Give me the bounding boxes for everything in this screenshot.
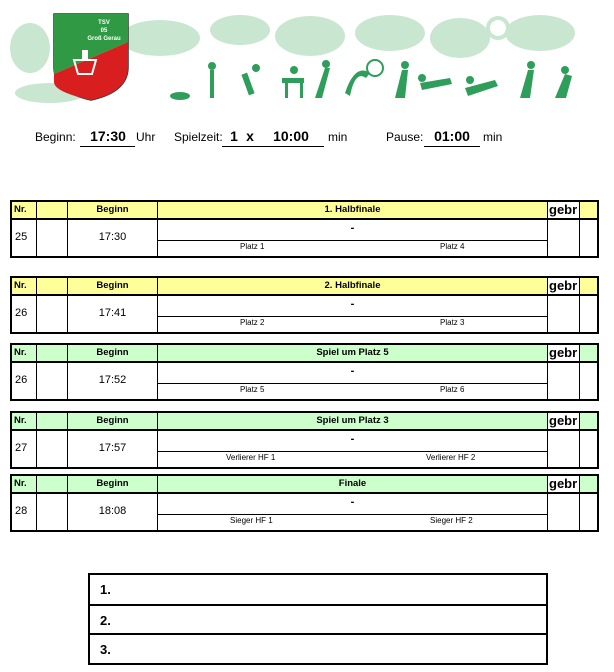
match-header [10,343,599,363]
schedule-parameters [0,130,614,150]
match-time: 18:08 [68,494,158,530]
team-left: Platz 1 [240,242,265,251]
spielzeit-count: 1 [230,128,238,144]
teams-cell [158,296,548,332]
teams-cell [158,220,548,256]
blank-cell [37,494,68,530]
gebr-cell[interactable] [548,220,580,256]
pause-unit: min [483,130,503,144]
spielzeit-times: x [246,128,254,144]
blank-header [37,278,68,294]
club-line3: Groß Gerau [87,36,121,42]
score-field[interactable]: - [350,222,355,234]
beginn-header: Beginn [68,202,158,218]
match-title: Finale [158,476,548,492]
teams-cell [158,363,548,399]
beginn-header: Beginn [68,345,158,361]
match-header [10,276,599,296]
nr-header: Nr. [12,202,37,218]
extra-cell[interactable] [580,220,597,256]
match-number: 26 [12,363,37,399]
score-field[interactable]: - [350,298,355,310]
begin-value: 17:30 [90,128,126,144]
nr-header: Nr. [12,345,37,361]
begin-unit: Uhr [136,130,156,144]
teams-divider [158,451,547,452]
extra-cell[interactable] [580,431,597,467]
match-title: 2. Halbfinale [158,278,548,294]
match-row [10,220,599,258]
match-number: 28 [12,494,37,530]
gebr-header: gebr [548,413,580,429]
blank-cell [37,363,68,399]
score-field[interactable]: - [350,433,355,445]
club-logo [52,12,130,102]
pause-label: Pause: [386,130,424,144]
blank-header [37,413,68,429]
nr-header: Nr. [12,278,37,294]
begin-label: Beginn: [35,130,76,144]
club-line1: TSV [98,20,110,26]
nr-header: Nr. [12,413,37,429]
match-number: 26 [12,296,37,332]
teams-divider [158,383,547,384]
match-header [10,411,599,431]
score-field[interactable]: - [350,365,355,377]
spielzeit-value: 10:00 [273,128,309,144]
match-row [10,431,599,469]
teams-divider [158,514,547,515]
match-time: 17:30 [68,220,158,256]
gebr-header: gebr [548,476,580,492]
match-row [10,296,599,334]
match-title: Spiel um Platz 5 [158,345,548,361]
spielzeit-underline [222,146,324,147]
teams-divider [158,316,547,317]
teams-cell [158,494,548,530]
extra-header [580,278,597,294]
blank-cell [37,431,68,467]
team-right: Sieger HF 2 [430,516,473,525]
spielzeit-label: Spielzeit: [174,130,223,144]
team-right: Platz 6 [440,385,465,394]
team-left: Platz 2 [240,318,265,327]
match-header [10,200,599,220]
match-time: 17:41 [68,296,158,332]
rank-first[interactable]: 1. [100,582,111,597]
team-right: Verlierer HF 2 [426,453,476,462]
pause-value: 01:00 [434,128,470,144]
pause-underline [424,146,480,147]
score-field[interactable]: - [350,496,355,508]
match-time: 17:57 [68,431,158,467]
gebr-cell[interactable] [548,296,580,332]
blank-header [37,345,68,361]
final-ranking [88,573,548,665]
extra-header [580,413,597,429]
blank-cell [37,220,68,256]
match-number: 27 [12,431,37,467]
gebr-cell[interactable] [548,431,580,467]
team-left: Verlierer HF 1 [226,453,276,462]
begin-underline [80,146,135,147]
blank-cell [37,296,68,332]
match-title: 1. Halbfinale [158,202,548,218]
match-time: 17:52 [68,363,158,399]
extra-cell[interactable] [580,296,597,332]
gebr-cell[interactable] [548,494,580,530]
teams-cell [158,431,548,467]
team-left: Sieger HF 1 [230,516,273,525]
club-line2: 05 [100,28,108,34]
blank-header [37,202,68,218]
team-left: Platz 5 [240,385,265,394]
match-title: Spiel um Platz 3 [158,413,548,429]
extra-cell[interactable] [580,494,597,530]
gebr-cell[interactable] [548,363,580,399]
nr-header: Nr. [12,476,37,492]
extra-header [580,202,597,218]
extra-cell[interactable] [580,363,597,399]
gebr-header: gebr [548,345,580,361]
beginn-header: Beginn [68,278,158,294]
rank-second[interactable]: 2. [90,604,546,633]
rank-third[interactable]: 3. [90,633,546,662]
team-right: Platz 3 [440,318,465,327]
match-row [10,363,599,401]
team-right: Platz 4 [440,242,465,251]
gebr-header: gebr [548,278,580,294]
match-header [10,474,599,494]
match-row [10,494,599,532]
athlete-figures [170,60,572,100]
extra-header [580,476,597,492]
gebr-header: gebr [548,202,580,218]
beginn-header: Beginn [68,413,158,429]
blank-header [37,476,68,492]
teams-divider [158,240,547,241]
beginn-header: Beginn [68,476,158,492]
spielzeit-unit: min [328,130,348,144]
match-number: 25 [12,220,37,256]
extra-header [580,345,597,361]
